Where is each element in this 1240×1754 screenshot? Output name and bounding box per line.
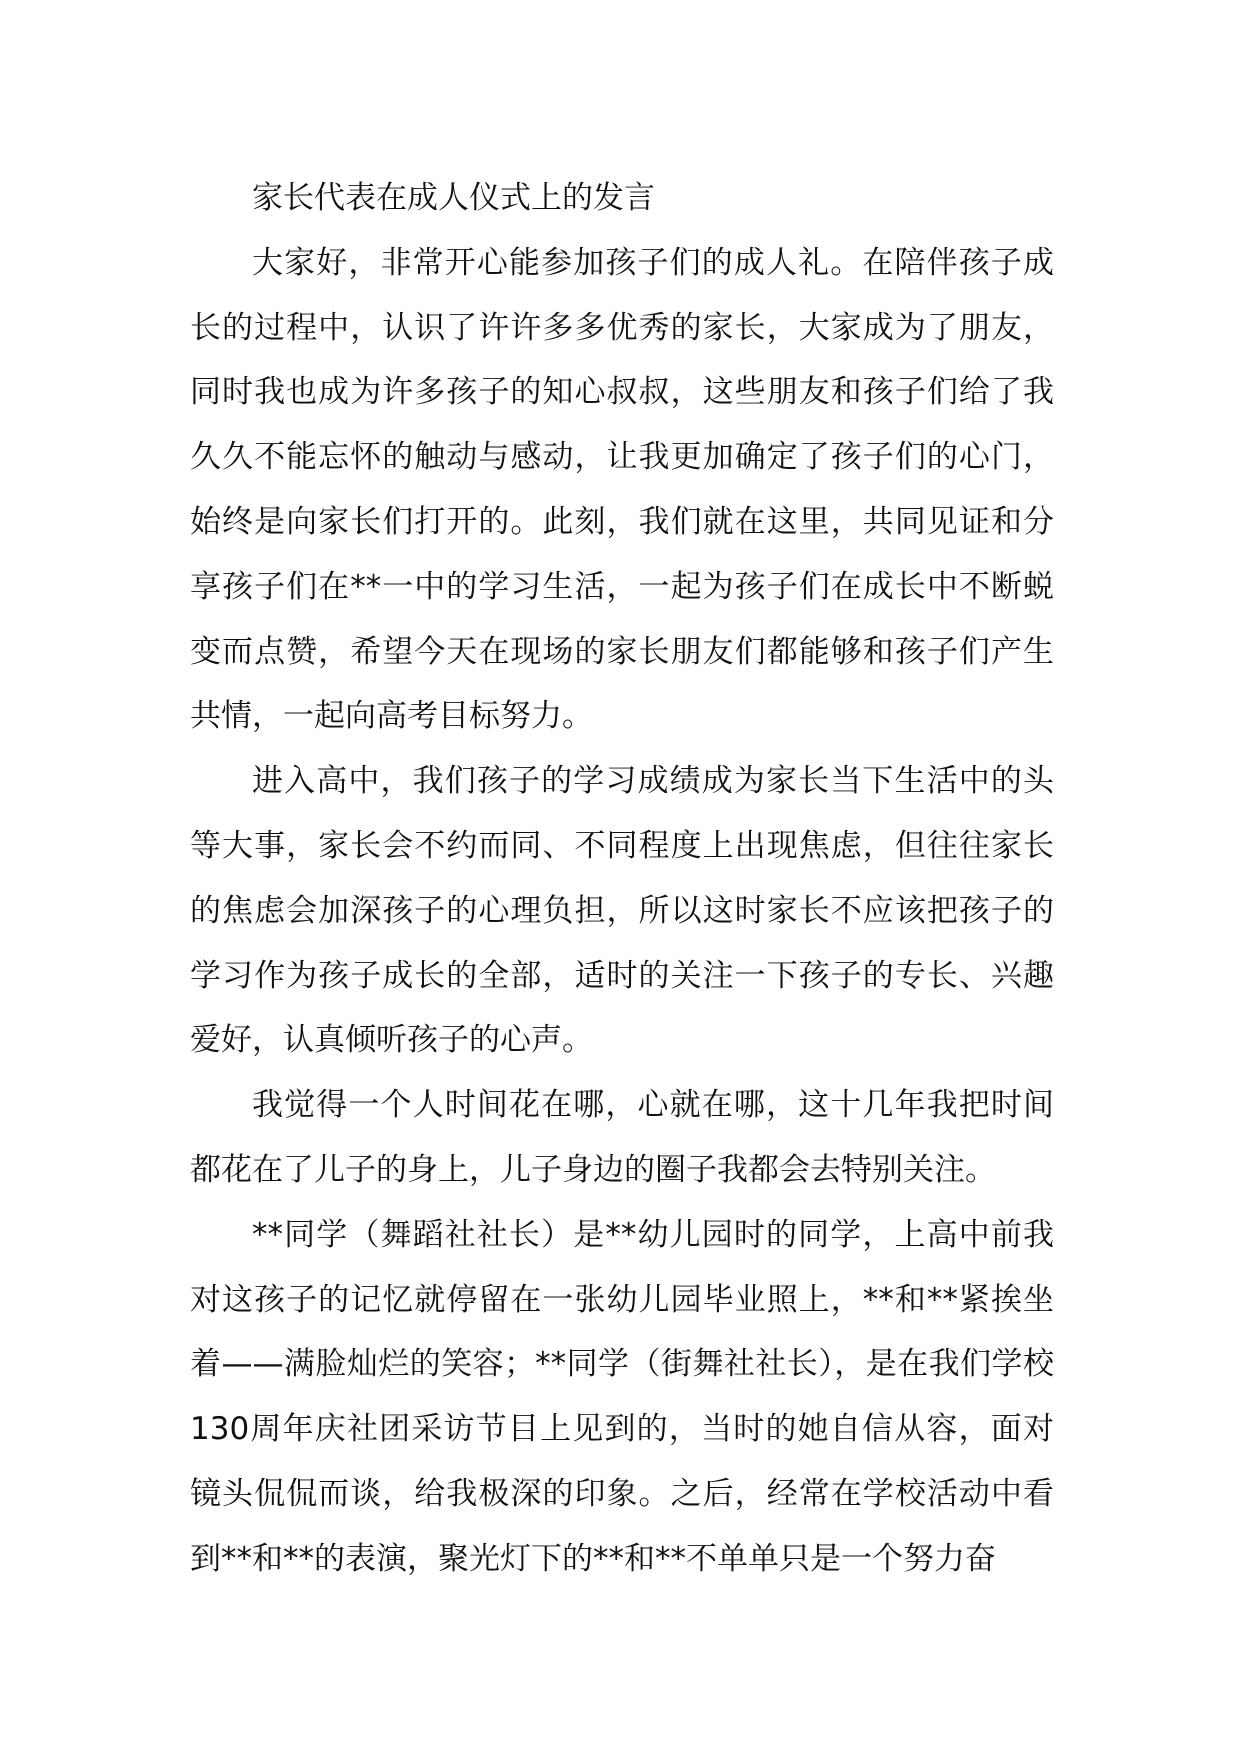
document-title: 家长代表在成人仪式上的发言 [252, 180, 655, 216]
document-body [190, 166, 1054, 1592]
paragraph-classmates: **同学（舞蹈社社长）是**幼儿园时的同学，上高中前我对这孩子的记忆就停留在一张幼儿园毕业照上，**和**紧挨坐着——满脸灿烂的笑容；**同学（街舞社社长），是在我们学校130周年庆社团采访节目上见到的，当时的她自信从容，面对镜头侃侃而谈，给我极深的印象。之后，经常在学校活动中看到**和**的表演，聚光灯下的**和**不单单只是一个努力奋 [190, 1216, 1054, 1577]
paragraph-greeting: 大家好，非常开心能参加孩子们的成人礼。在陪伴孩子成长的过程中，认识了许许多多优秀的家长，大家成为了朋友，同时我也成为许多孩子的知心叔叔，这些朋友和孩子们给了我久久不能忘怀的触动与感动，让我更加确定了孩子们的心门，始终是向家长们打开的。此刻，我们就在这里，共同见证和分享孩子们在**一中的学习生活，一起为孩子们在成长中不断蜕变而点赞，希望今天在现场的家长朋友们都能够和孩子们产生共情，一起向高考目标努力。 [190, 244, 1054, 735]
paragraph-high-school-anxiety: 进入高中，我们孩子的学习成绩成为家长当下生活中的头等大事，家长会不约而同、不同程度上出现焦虑，但往往家长的焦虑会加深孩子的心理负担，所以这时家长不应该把孩子的学习作为孩子成长的全部，适时的关注一下孩子的专长、兴趣爱好，认真倾听孩子的心声。 [190, 763, 1054, 1059]
paragraph-time-spent: 我觉得一个人时间花在哪，心就在哪，这十几年我把时间都花在了儿子的身上，儿子身边的圈子我都会去特别关注。 [190, 1087, 1054, 1188]
